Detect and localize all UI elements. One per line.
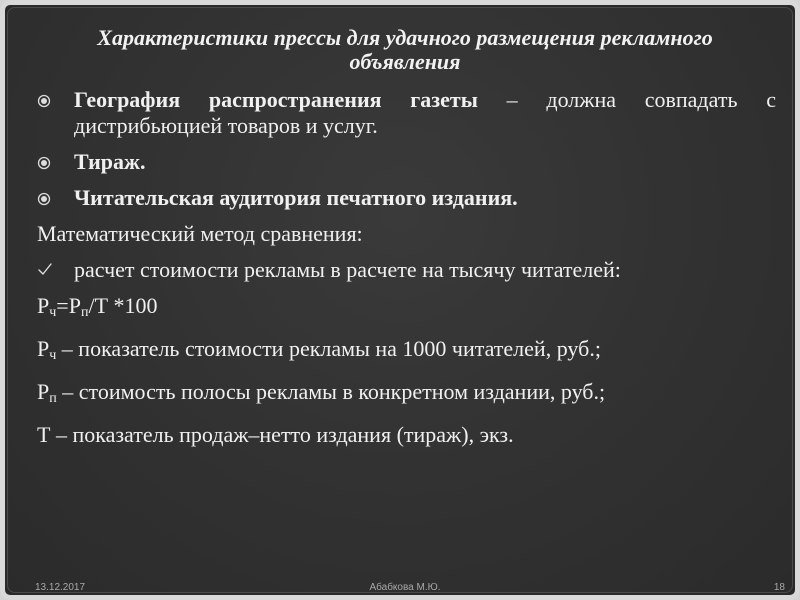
- formula-rhs-subscript: п: [80, 305, 89, 320]
- bullet-item: [37, 149, 776, 175]
- slide-title: Характеристики прессы для удачного размещения рекламного объявления: [97, 25, 713, 74]
- footer-date: 13.12.2017: [35, 582, 86, 593]
- bullet-text: Читательская аудитория печатного издания.: [74, 185, 518, 210]
- definition: [37, 379, 776, 412]
- footer-author: Абабкова М.Ю.: [369, 582, 441, 593]
- checkmark-icon: [37, 261, 53, 277]
- bullet-bold-text: География распространения газеты: [74, 87, 478, 112]
- bullet-text: – должна совпадать с дистрибьюцией товаров и услуг.: [74, 87, 776, 138]
- definition-text: – стоимость полосы рекламы в конкретном издании, руб.;: [56, 379, 606, 404]
- formula-lhs: Р: [37, 293, 50, 318]
- circle-bullet-icon: [37, 94, 51, 108]
- bullet-text: Тираж.: [74, 149, 146, 174]
- circle-bullet-icon: [37, 156, 51, 170]
- formula-eq: =Р: [56, 293, 81, 318]
- bullet-item: [37, 87, 776, 139]
- circle-bullet-icon: [37, 192, 51, 206]
- slide-body: [37, 87, 776, 458]
- formula-rest: /Т *100: [88, 293, 158, 318]
- footer-page-number: 18: [773, 582, 785, 593]
- definition-text: – показатель стоимости рекламы на 1000 читателей, руб.;: [56, 336, 601, 361]
- definition-subscript: п: [49, 391, 57, 406]
- check-item: [37, 257, 776, 283]
- definition: [37, 336, 776, 369]
- check-item-text: расчет стоимости рекламы в расчете на тысячу читателей:: [74, 257, 621, 282]
- formula: [37, 293, 776, 326]
- definition-subscript: ч: [49, 348, 57, 363]
- definition-symbol: Р: [37, 336, 50, 361]
- bullet-item: [37, 185, 776, 211]
- definition: [37, 422, 776, 448]
- definition-symbol: Р: [37, 379, 50, 404]
- formula-lhs-subscript: ч: [49, 305, 57, 320]
- definition-text: Т – показатель продаж–нетто издания (тираж), экз.: [37, 422, 514, 447]
- method-heading: Математический метод сравнения:: [37, 221, 363, 246]
